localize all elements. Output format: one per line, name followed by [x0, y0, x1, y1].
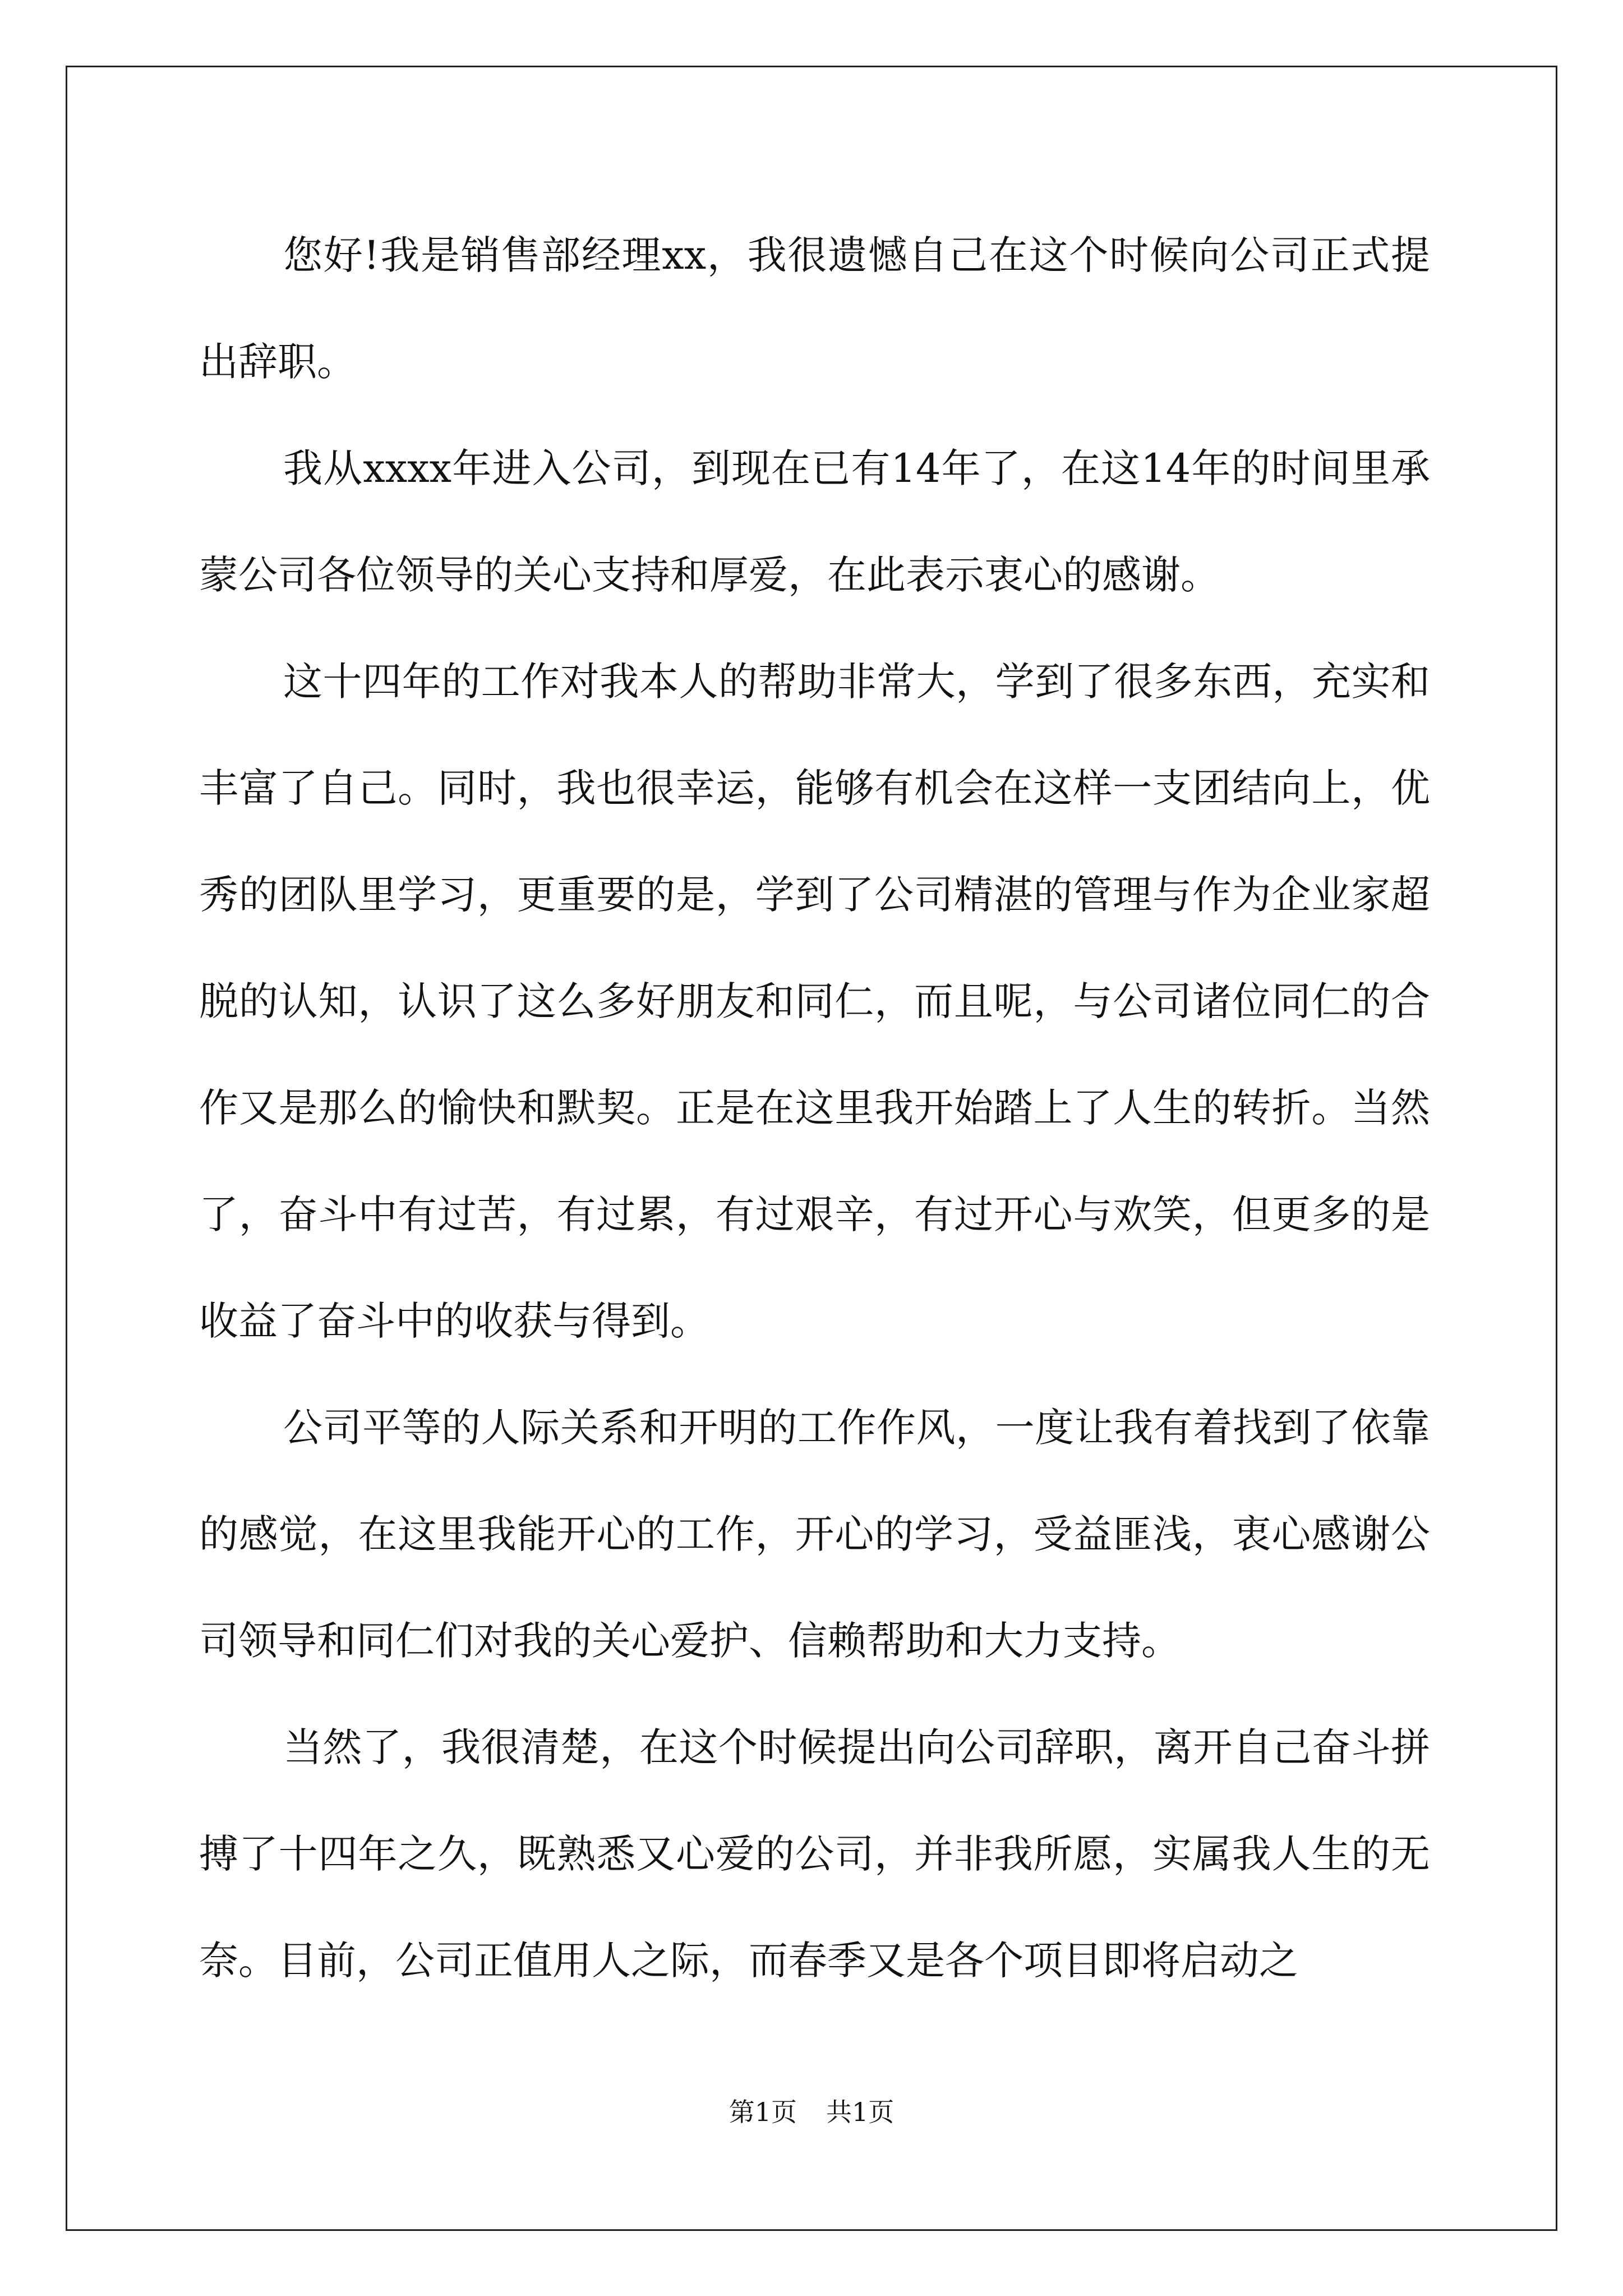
page-number-current: 第1页 — [728, 2097, 797, 2127]
paragraph-reason: 当然了，我很清楚，在这个时候提出向公司辞职，离开自己奋斗拼搏了十四年之久，既熟悉又心爱的公司，并非我所愿，实属我人生的无奈。目前，公司正值用人之际，而春季又是各个项目即将启动之 — [199, 1724, 1430, 1984]
paragraph-gratitude: 公司平等的人际关系和开明的工作作风，一度让我有着找到了依靠的感觉，在这里我能开心的工作，开心的学习，受益匪浅，衷心感谢公司领导和同仁们对我的关心爱护、信赖帮助和大力支持。 — [199, 1405, 1430, 1664]
page-footer — [0, 2095, 1623, 2129]
letter-body — [199, 202, 1430, 2014]
paragraph-tenure: 我从xxxx年进入公司，到现在已有14年了，在这14年的时间里承蒙公司各位领导的关心支持和厚爱，在此表示衷心的感谢。 — [199, 445, 1430, 598]
page-number-total: 共1页 — [826, 2097, 895, 2127]
paragraph-experience: 这十四年的工作对我本人的帮助非常大，学到了很多东西，充实和丰富了自己。同时，我也很幸运，能够有机会在这样一支团结向上，优秀的团队里学习，更重要的是，学到了公司精湛的管理与作为企业家超脱的认知，认识了这么多好朋友和同仁，而且呢，与公司诸位同仁的合作又是那么的愉快和默契。正是在这里我开始踏上了人生的转折。当然了，奋斗中有过苦，有过累，有过艰辛，有过开心与欢笑，但更多的是收益了奋斗中的收获与得到。 — [199, 659, 1430, 1344]
paragraph-greeting: 您好!我是销售部经理xx，我很遗憾自己在这个时候向公司正式提出辞职。 — [199, 232, 1430, 385]
